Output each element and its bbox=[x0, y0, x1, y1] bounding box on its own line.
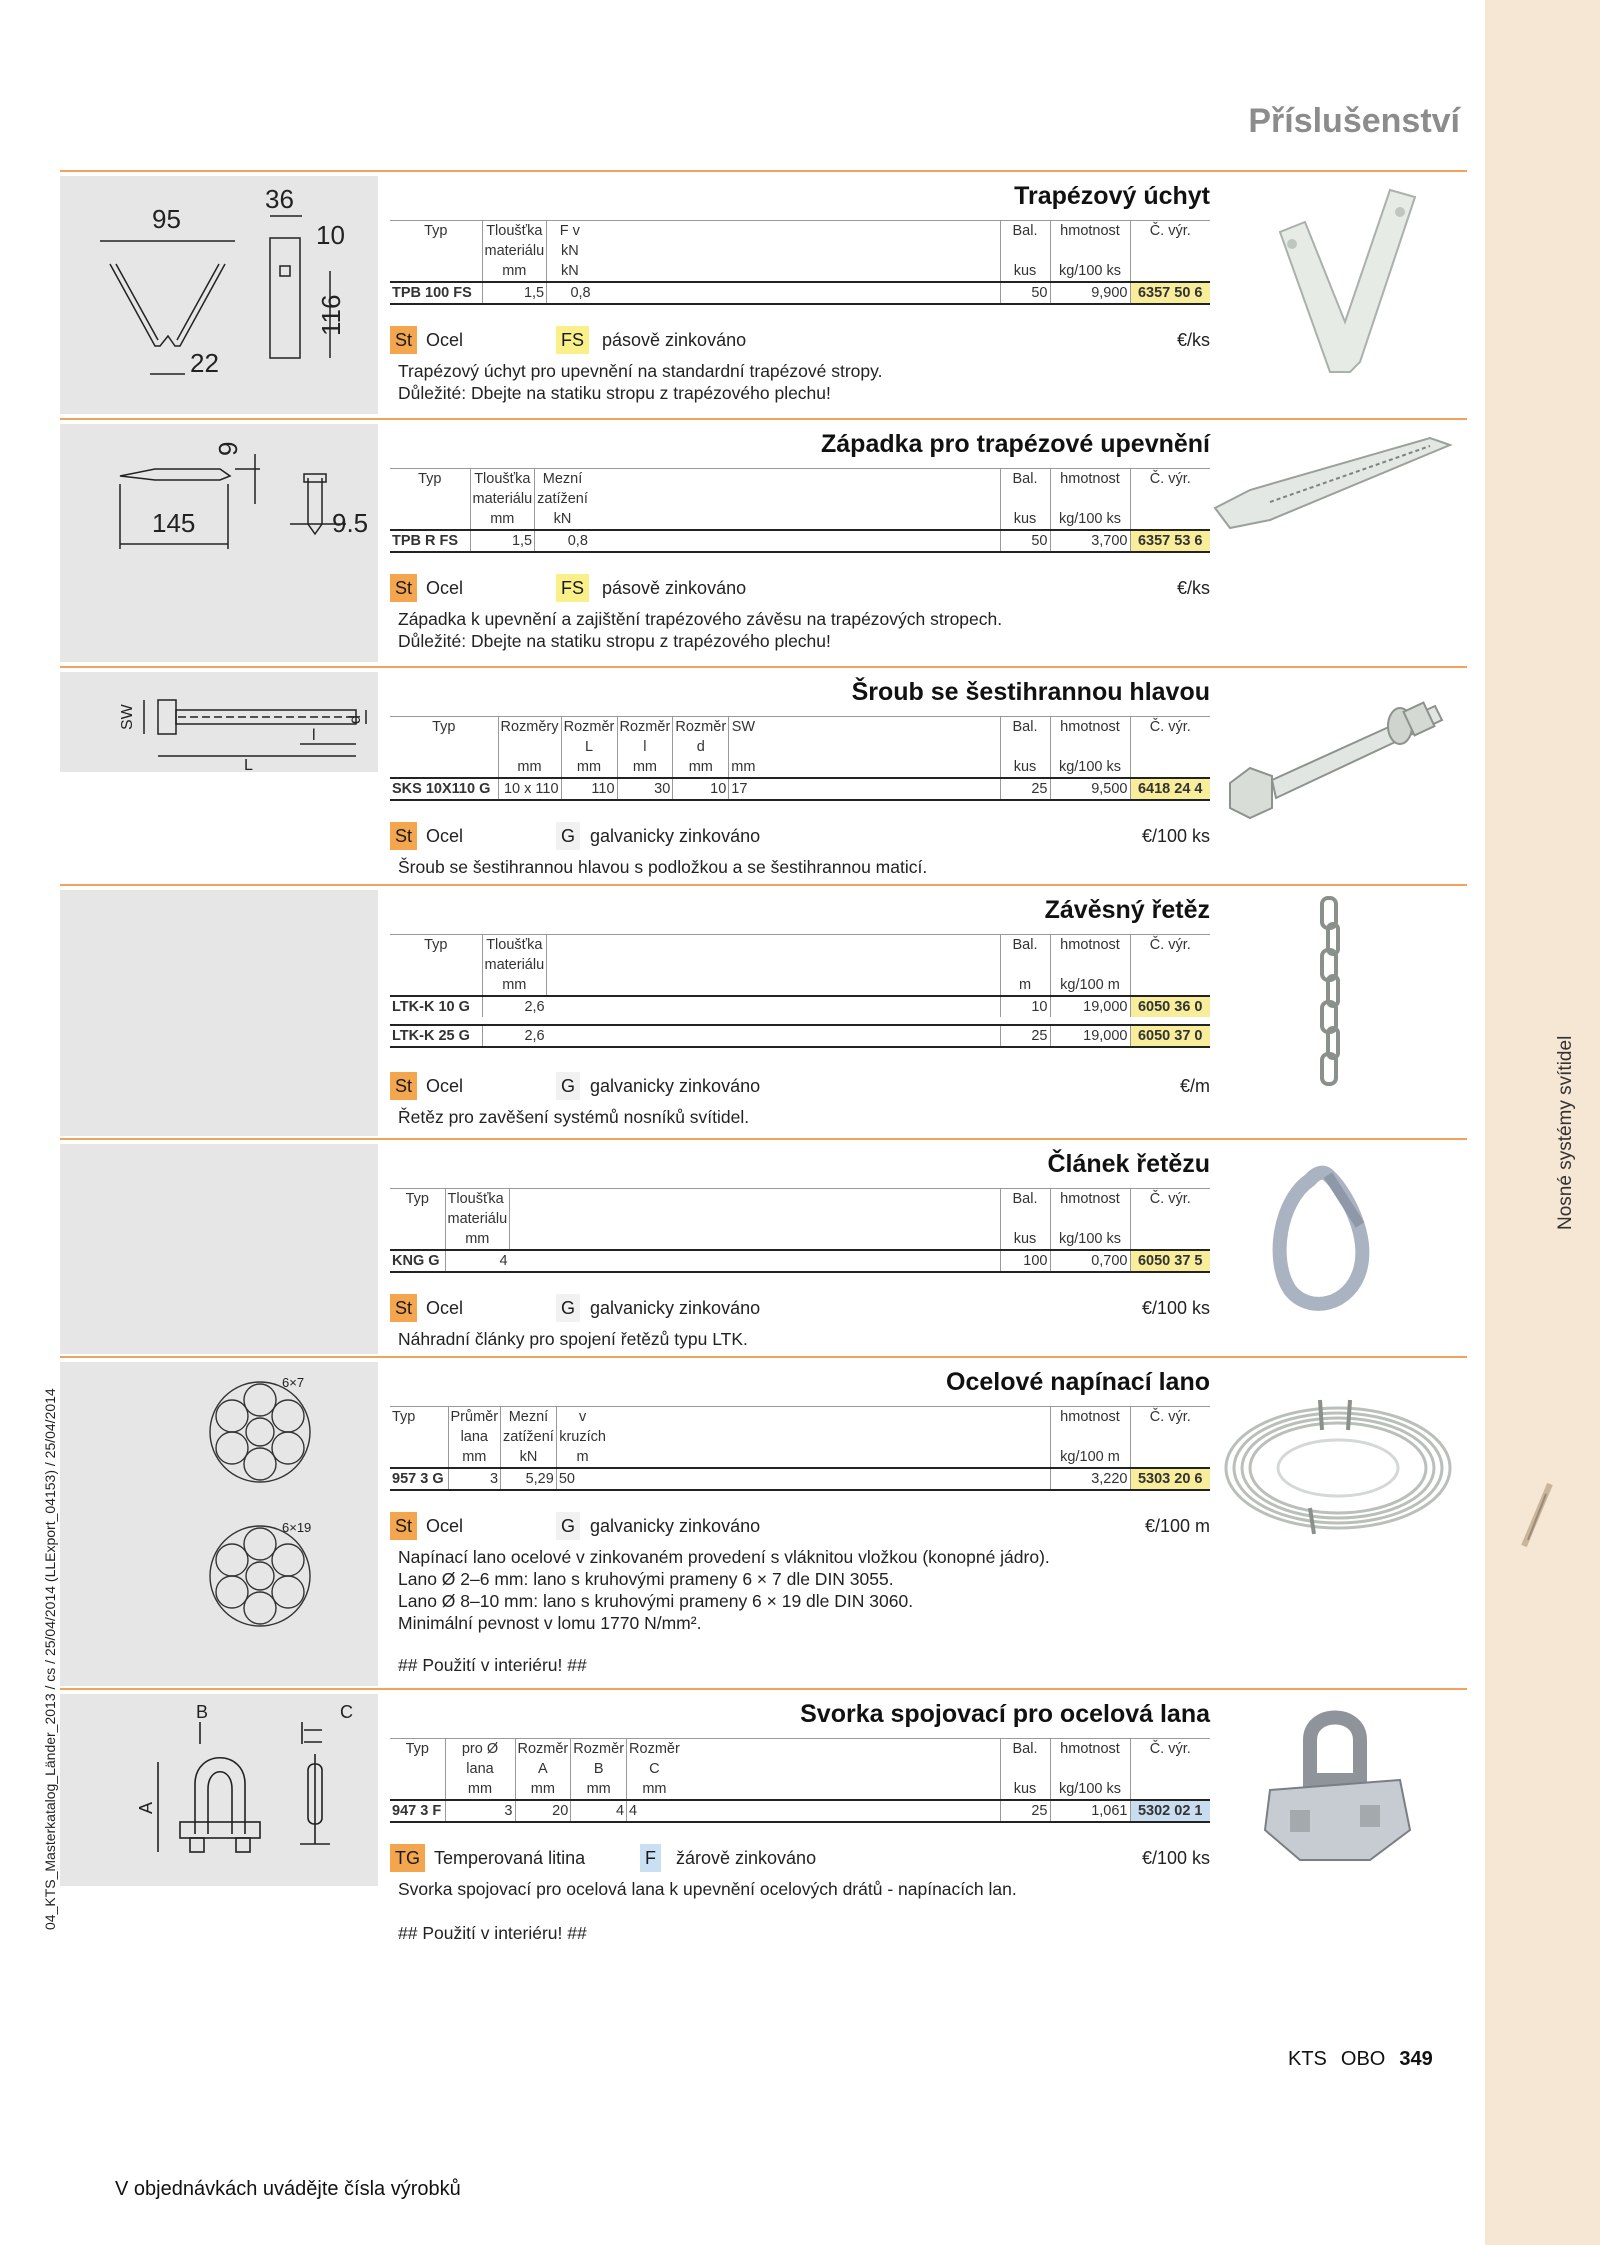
product-photo bbox=[1210, 1690, 1466, 1890]
unit-mm: mm bbox=[470, 509, 535, 530]
header-hmotnost: hmotnost bbox=[1050, 469, 1130, 510]
spec-table bbox=[390, 220, 1210, 305]
header-rozmer-B: Rozměr B bbox=[571, 1739, 627, 1780]
section-title: Šroub se šestihrannou hlavou bbox=[851, 678, 1210, 706]
section-title: Ocelové napínací lano bbox=[946, 1368, 1210, 1396]
page-number: 349 bbox=[1399, 2048, 1433, 2070]
header-hmotnost: hmotnost bbox=[1050, 1189, 1130, 1230]
finish-name: pásově zinkováno bbox=[602, 578, 747, 598]
product-photo bbox=[1210, 886, 1466, 1134]
description bbox=[398, 1328, 1198, 1350]
section-title: Západka pro trapézové upevnění bbox=[821, 430, 1210, 458]
cell-type: LTK-K 25 G bbox=[390, 1025, 482, 1047]
header-f: F v kN bbox=[547, 221, 593, 262]
cell-force: 0,8 bbox=[547, 282, 593, 304]
side-category-label: Nosné systémy svítidel bbox=[1555, 1035, 1576, 1230]
dimension-drawing bbox=[60, 176, 378, 414]
dim-label-l: l bbox=[312, 727, 316, 744]
usage-note: ## Použití v interiéru! ## bbox=[398, 1655, 587, 1675]
finish-tag: G bbox=[556, 1072, 580, 1100]
unit-mm: mm bbox=[673, 757, 729, 778]
header-rozmery: Rozměry bbox=[498, 717, 561, 758]
description-line: Trapézový úchyt pro upevnění na standardní trapézové stropy. bbox=[398, 361, 883, 381]
description bbox=[398, 1878, 1198, 1900]
header-bal: Bal. bbox=[1000, 1189, 1050, 1230]
cell-weight: 3,700 bbox=[1050, 530, 1130, 552]
material-name: Ocel bbox=[426, 1516, 464, 1536]
header-cislo-vyrobku: Č. výr. bbox=[1130, 221, 1210, 262]
header-hmotnost: hmotnost bbox=[1050, 221, 1130, 262]
finish-name: pásově zinkováno bbox=[602, 330, 747, 350]
unit-kus: kus bbox=[1000, 261, 1050, 282]
finish-tag: G bbox=[556, 1512, 580, 1540]
description-line: Napínací lano ocelové v zinkovaném provedení s vláknitou vložkou (konopné jádro). bbox=[398, 1547, 1050, 1567]
description bbox=[398, 1546, 1198, 1634]
header-hmotnost: hmotnost bbox=[1050, 1407, 1130, 1448]
header-rozmer-A: Rozměr A bbox=[515, 1739, 571, 1780]
dimension-drawing bbox=[60, 890, 378, 1136]
unit-weight: kg/100 m bbox=[1050, 975, 1130, 996]
unit-mm: mm bbox=[617, 757, 673, 778]
cell-pack: 25 bbox=[1000, 1025, 1050, 1047]
price-unit: €/ks bbox=[1176, 330, 1210, 350]
section-title: Svorka spojovací pro ocelová lana bbox=[800, 1700, 1210, 1728]
header-tloustka: Tloušťka materiálu bbox=[445, 1189, 510, 1230]
rope-clamp-drawing bbox=[60, 1694, 378, 1886]
unit-weight: kg/100 ks bbox=[1050, 757, 1130, 778]
product-photo bbox=[1210, 420, 1466, 660]
spec-table bbox=[390, 1406, 1210, 1491]
usage-note: ## Použití v interiéru! ## bbox=[398, 1923, 587, 1943]
product-section-trapezovy-uchyt bbox=[60, 170, 1467, 414]
header-pro-prumer-lana: pro Ø lana bbox=[445, 1739, 515, 1780]
unit-m: m bbox=[1000, 975, 1050, 996]
unit-mm: mm bbox=[482, 975, 547, 996]
header-typ: Typ bbox=[390, 717, 498, 758]
unit-weight: kg/100 ks bbox=[1050, 1229, 1130, 1250]
cell-thickness: 1,5 bbox=[470, 530, 535, 552]
cell-d: 10 bbox=[673, 778, 729, 800]
unit-mm: mm bbox=[445, 1229, 510, 1250]
product-photo bbox=[1210, 668, 1466, 878]
header-typ: Typ bbox=[390, 935, 482, 976]
cell-type: LTK-K 10 G bbox=[390, 996, 482, 1017]
header-cislo-vyrobku: Č. výr. bbox=[1130, 1407, 1210, 1448]
latch-drawing bbox=[60, 424, 378, 662]
trapeze-clip-image bbox=[1210, 172, 1466, 412]
finish-tag: G bbox=[556, 1294, 580, 1322]
cell-article-code: 5302 02 1 bbox=[1130, 1800, 1210, 1822]
cell-coil-length: 50 bbox=[556, 1468, 608, 1490]
trapeze-clip-drawing bbox=[60, 176, 378, 414]
header-cislo-vyrobku: Č. výr. bbox=[1130, 1189, 1210, 1230]
header-cislo-vyrobku: Č. výr. bbox=[1130, 935, 1210, 976]
header-cislo-vyrobku: Č. výr. bbox=[1130, 469, 1210, 510]
unit-mm: mm bbox=[627, 1779, 682, 1800]
material-tag: St bbox=[390, 1072, 417, 1100]
cell-weight: 3,220 bbox=[1050, 1468, 1130, 1490]
cell-B: 4 bbox=[571, 1800, 627, 1822]
cell-type: SKS 10X110 G bbox=[390, 778, 498, 800]
price-unit: €/ks bbox=[1176, 578, 1210, 598]
material-name: Ocel bbox=[426, 1076, 464, 1096]
product-section-napinaci-lano bbox=[60, 1356, 1467, 1686]
finish-name: žárově zinkováno bbox=[676, 1848, 817, 1868]
finish-name: galvanicky zinkováno bbox=[590, 1298, 761, 1318]
side-band bbox=[1485, 0, 1600, 2245]
dim-label-116: 116 bbox=[316, 294, 346, 336]
header-v-kruzich: v kruzích bbox=[556, 1407, 608, 1448]
cell-pack: 25 bbox=[1000, 1800, 1050, 1822]
cell-sw: 17 bbox=[729, 778, 758, 800]
cell-article-code: 6418 24 4 bbox=[1130, 778, 1210, 800]
cell-pack: 50 bbox=[1000, 530, 1050, 552]
description bbox=[398, 856, 1198, 878]
material-tag: TG bbox=[390, 1844, 425, 1872]
header-tloustka: Tloušťka materiálu bbox=[470, 469, 535, 510]
section-title: Trapézový úchyt bbox=[1014, 182, 1210, 210]
material-row bbox=[390, 572, 1210, 604]
dim-label-d: d bbox=[347, 715, 364, 724]
price-unit: €/100 ks bbox=[1141, 826, 1210, 846]
unit-kus: kus bbox=[1000, 757, 1050, 778]
material-row bbox=[390, 324, 1210, 356]
cell-weight: 19,000 bbox=[1050, 996, 1130, 1017]
dim-label-95: 95 bbox=[152, 204, 181, 234]
material-tag: St bbox=[390, 1512, 417, 1540]
finish-name: galvanicky zinkováno bbox=[590, 1076, 761, 1096]
section-title: Článek řetězu bbox=[1047, 1150, 1210, 1178]
unit-m: m bbox=[556, 1447, 608, 1468]
section-title: Závěsný řetěz bbox=[1044, 896, 1210, 924]
chain-link-image bbox=[1210, 1140, 1466, 1352]
dimension-drawing bbox=[60, 424, 378, 662]
cell-type: 947 3 F bbox=[390, 1800, 445, 1822]
footer-brand-kts: KTS bbox=[1288, 2048, 1327, 2070]
unit-mm: mm bbox=[515, 1779, 571, 1800]
unit-mm: mm bbox=[561, 757, 617, 778]
dimension-drawing bbox=[60, 672, 378, 772]
cell-diameter: 3 bbox=[448, 1468, 501, 1490]
header-tloustka: Tloušťka materiálu bbox=[482, 221, 547, 262]
unit-kn: kN bbox=[501, 1447, 557, 1468]
cell-dimensions: 10 x 110 bbox=[498, 778, 561, 800]
header-hmotnost: hmotnost bbox=[1050, 935, 1130, 976]
header-tloustka: Tloušťka materiálu bbox=[482, 935, 547, 976]
material-row bbox=[390, 1292, 1210, 1324]
unit-mm: mm bbox=[498, 757, 561, 778]
material-name: Temperovaná litina bbox=[434, 1848, 586, 1868]
product-section-svorka bbox=[60, 1688, 1467, 1958]
cell-thickness: 4 bbox=[445, 1250, 510, 1272]
cell-thickness: 2,6 bbox=[482, 996, 547, 1017]
product-section-zavesny-retez bbox=[60, 884, 1467, 1136]
dimension-drawing bbox=[60, 1144, 378, 1354]
unit-kus: kus bbox=[1000, 1229, 1050, 1250]
unit-kus: kus bbox=[1000, 1779, 1050, 1800]
table-row bbox=[390, 1025, 1210, 1047]
cell-L: 110 bbox=[561, 778, 617, 800]
dim-label-10: 10 bbox=[316, 220, 345, 250]
unit-mm: mm bbox=[445, 1779, 515, 1800]
header-rozmer-d: Rozměr d bbox=[673, 717, 729, 758]
description-line: Důležité: Dbejte na statiku stropu z trapézového plechu! bbox=[398, 383, 831, 403]
material-row bbox=[390, 1510, 1210, 1542]
finish-name: galvanicky zinkováno bbox=[590, 1516, 761, 1536]
obo-bend-mark-icon bbox=[1520, 1480, 1554, 1550]
finish-tag: F bbox=[640, 1844, 661, 1872]
cell-load: 5,29 bbox=[501, 1468, 557, 1490]
header-hmotnost: hmotnost bbox=[1050, 717, 1130, 758]
table-row bbox=[390, 1468, 1210, 1490]
cell-type: TPB R FS bbox=[390, 530, 470, 552]
description-line: Západka k upevnění a zajištění trapézového závěsu na trapézových stropech. bbox=[398, 609, 1003, 629]
table-row bbox=[390, 1250, 1210, 1272]
header-rozmer-l: Rozměr l bbox=[617, 717, 673, 758]
spec-table bbox=[390, 716, 1210, 801]
cell-weight: 9,500 bbox=[1050, 778, 1130, 800]
cell-type: 957 3 G bbox=[390, 1468, 448, 1490]
header-rozmer-L: Rozměr L bbox=[561, 717, 617, 758]
cell-l: 30 bbox=[617, 778, 673, 800]
description-line: Šroub se šestihrannou hlavou s podložkou a se šestihrannou maticí. bbox=[398, 857, 928, 877]
catalog-path-text: 04_KTS_Masterkatalog_Länder_2013 / cs / 25/04/2014 (LLExport_04153) / 25/04/2014 bbox=[42, 1388, 58, 1930]
cell-C: 4 bbox=[627, 1800, 682, 1822]
material-name: Ocel bbox=[426, 578, 464, 598]
hex-bolt-image bbox=[1210, 668, 1466, 878]
header-hmotnost: hmotnost bbox=[1050, 1739, 1130, 1780]
header-bal: Bal. bbox=[1000, 1739, 1050, 1780]
material-name: Ocel bbox=[426, 330, 464, 350]
header-sw: SW bbox=[729, 717, 758, 758]
material-tag: St bbox=[390, 822, 417, 850]
product-photo bbox=[1210, 172, 1466, 412]
wire-rope-coil-image bbox=[1210, 1358, 1466, 1558]
unit-kus: kus bbox=[1000, 509, 1050, 530]
material-row bbox=[390, 820, 1210, 852]
product-photo bbox=[1210, 1140, 1466, 1352]
material-row bbox=[390, 1070, 1210, 1102]
cell-pack: 50 bbox=[1000, 282, 1050, 304]
cell-thickness: 2,6 bbox=[482, 1025, 547, 1047]
finish-tag: FS bbox=[556, 326, 589, 354]
header-bal: Bal. bbox=[1000, 221, 1050, 262]
dim-label-6x19: 6×19 bbox=[282, 1520, 312, 1535]
header-mezni-zatizeni: Mezní zatížení bbox=[535, 469, 590, 510]
finish-tag: G bbox=[556, 822, 580, 850]
finish-tag: FS bbox=[556, 574, 589, 602]
cell-article-code: 6050 36 0 bbox=[1130, 996, 1210, 1017]
unit-weight: kg/100 ks bbox=[1050, 261, 1130, 282]
dim-label-sw: SW bbox=[119, 704, 136, 730]
cell-load: 0,8 bbox=[535, 530, 590, 552]
cell-weight: 19,000 bbox=[1050, 1025, 1130, 1047]
spec-table bbox=[390, 934, 1210, 1048]
table-row bbox=[390, 530, 1210, 552]
header-typ: Typ bbox=[390, 1739, 445, 1780]
footer-brand bbox=[1288, 2048, 1433, 2071]
material-tag: St bbox=[390, 574, 417, 602]
cell-thickness: 1,5 bbox=[482, 282, 547, 304]
unit-mm: mm bbox=[571, 1779, 627, 1800]
cell-article-code: 6050 37 5 bbox=[1130, 1250, 1210, 1272]
material-name: Ocel bbox=[426, 826, 464, 846]
dim-label-145: 145 bbox=[152, 508, 196, 538]
chain-image bbox=[1210, 886, 1466, 1134]
description-line: Řetěz pro zavěšení systémů nosníků svítidel. bbox=[398, 1107, 750, 1127]
cell-type: KNG G bbox=[390, 1250, 445, 1272]
order-note: V objednávkách uvádějte čísla výrobků bbox=[115, 2178, 461, 2200]
header-cislo-vyrobku: Č. výr. bbox=[1130, 1739, 1210, 1780]
cell-weight: 9,900 bbox=[1050, 282, 1130, 304]
unit-mm: mm bbox=[729, 757, 758, 778]
price-unit: €/100 ks bbox=[1141, 1848, 1210, 1868]
dim-label-C: C bbox=[340, 1702, 353, 1722]
dim-label-36: 36 bbox=[265, 184, 294, 214]
finish-name: galvanicky zinkováno bbox=[590, 826, 761, 846]
unit-kn: kN bbox=[547, 261, 593, 282]
unit-weight: kg/100 ks bbox=[1050, 509, 1130, 530]
cell-weight: 1,061 bbox=[1050, 1800, 1130, 1822]
cell-pack: 10 bbox=[1000, 996, 1050, 1017]
dim-label-B: B bbox=[196, 1702, 209, 1722]
table-row bbox=[390, 282, 1210, 304]
description-line: Lano Ø 8–10 mm: lano s kruhovými prameny 6 × 19 dle DIN 3060. bbox=[398, 1591, 914, 1611]
footer-brand-obo: OBO bbox=[1340, 2048, 1386, 2070]
header-mezni-zatizeni: Mezní zatížení bbox=[501, 1407, 557, 1448]
price-unit: €/m bbox=[1179, 1076, 1210, 1096]
header-typ: Typ bbox=[390, 1189, 445, 1230]
spec-table bbox=[390, 468, 1210, 553]
unit-weight: kg/100 ks bbox=[1050, 1779, 1130, 1800]
description bbox=[398, 1106, 1198, 1128]
header-typ: Typ bbox=[390, 469, 470, 510]
description bbox=[398, 360, 1198, 404]
header-cislo-vyrobku: Č. výr. bbox=[1130, 717, 1210, 758]
product-section-zapadka bbox=[60, 418, 1467, 662]
cell-article-code: 5303 20 6 bbox=[1130, 1468, 1210, 1490]
cell-pack: 100 bbox=[1000, 1250, 1050, 1272]
product-section-clanek-retezu bbox=[60, 1138, 1467, 1354]
unit-mm: mm bbox=[482, 261, 547, 282]
dim-label-L: L bbox=[244, 757, 253, 772]
unit-kn: kN bbox=[535, 509, 590, 530]
header-prumer-lana: Průměr lana bbox=[448, 1407, 501, 1448]
cell-rope-diameter: 3 bbox=[445, 1800, 515, 1822]
cell-article-code: 6357 50 6 bbox=[1130, 282, 1210, 304]
material-tag: St bbox=[390, 1294, 417, 1322]
product-section-sroub bbox=[60, 666, 1467, 882]
material-tag: St bbox=[390, 326, 417, 354]
table-row bbox=[390, 778, 1210, 800]
wire-rope-cross-section-drawing bbox=[60, 1362, 378, 1686]
description-line: Lano Ø 2–6 mm: lano s kruhovými prameny 6 × 7 dle DIN 3055. bbox=[398, 1569, 894, 1589]
cell-article-code: 6050 37 0 bbox=[1130, 1025, 1210, 1047]
description-line: Minimální pevnost v lomu 1770 N/mm². bbox=[398, 1613, 702, 1633]
header-typ: Typ bbox=[390, 1407, 448, 1448]
description-line: Náhradní články pro spojení řetězů typu LTK. bbox=[398, 1329, 748, 1349]
cell-type: TPB 100 FS bbox=[390, 282, 482, 304]
table-row bbox=[390, 996, 1210, 1017]
cell-weight: 0,700 bbox=[1050, 1250, 1130, 1272]
material-name: Ocel bbox=[426, 1298, 464, 1318]
product-photo bbox=[1210, 1358, 1466, 1558]
unit-weight: kg/100 m bbox=[1050, 1447, 1130, 1468]
cell-A: 20 bbox=[515, 1800, 571, 1822]
dimension-drawing bbox=[60, 1694, 378, 1886]
unit-mm: mm bbox=[448, 1447, 501, 1468]
price-unit: €/100 m bbox=[1144, 1516, 1210, 1536]
rope-clamp-image bbox=[1210, 1690, 1466, 1890]
header-bal: Bal. bbox=[1000, 469, 1050, 510]
dim-label-22: 22 bbox=[190, 348, 219, 378]
dim-label-9: 9 bbox=[213, 441, 243, 456]
header-bal: Bal. bbox=[1000, 935, 1050, 976]
latch-image bbox=[1210, 420, 1466, 660]
page-title: Příslušenství bbox=[1248, 102, 1460, 140]
material-row bbox=[390, 1842, 1210, 1874]
header-typ: Typ bbox=[390, 221, 482, 262]
dim-label-6x7: 6×7 bbox=[282, 1375, 305, 1390]
hex-bolt-drawing bbox=[60, 672, 378, 772]
spec-table bbox=[390, 1738, 1210, 1823]
table-row bbox=[390, 1800, 1210, 1822]
description bbox=[398, 608, 1198, 652]
description-line: Svorka spojovací pro ocelová lana k upevnění ocelových drátů - napínacích lan. bbox=[398, 1879, 1017, 1899]
dim-label-A: A bbox=[136, 1801, 156, 1814]
header-bal: Bal. bbox=[1000, 717, 1050, 758]
description-line: Důležité: Dbejte na statiku stropu z trapézového plechu! bbox=[398, 631, 831, 651]
cell-pack: 25 bbox=[1000, 778, 1050, 800]
price-unit: €/100 ks bbox=[1141, 1298, 1210, 1318]
header-rozmer-C: Rozměr C bbox=[627, 1739, 682, 1780]
dimension-drawing bbox=[60, 1362, 378, 1686]
cell-article-code: 6357 53 6 bbox=[1130, 530, 1210, 552]
spec-table bbox=[390, 1188, 1210, 1273]
dim-label-9-5: 9.5 bbox=[332, 508, 369, 538]
